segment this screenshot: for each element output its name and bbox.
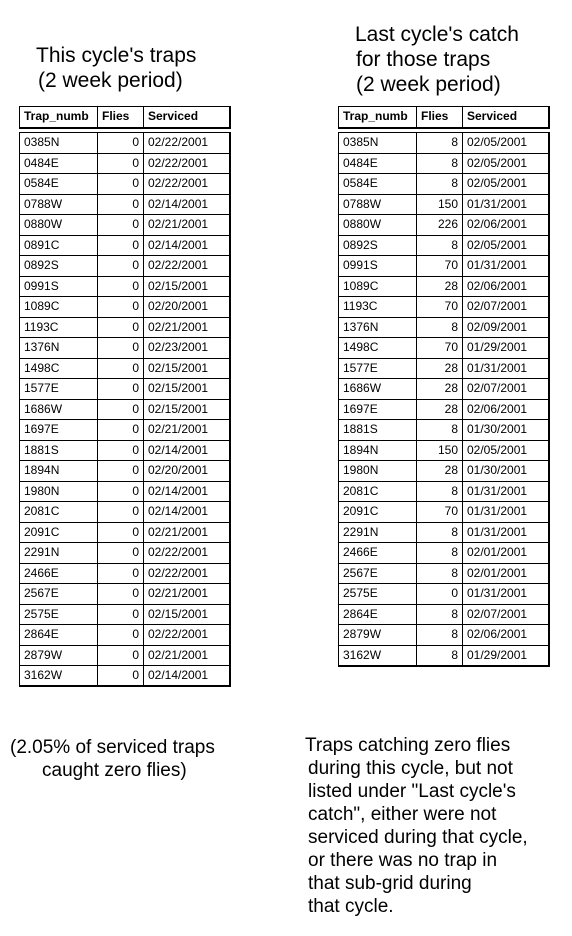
trap-number-cell: 1498C [20, 358, 98, 379]
left-table-header [19, 106, 231, 129]
table-row [20, 543, 230, 564]
table-row [339, 645, 549, 666]
flies-count-cell: 8 [417, 481, 463, 502]
trap-number-cell: 1697E [20, 420, 98, 441]
table-row [339, 133, 549, 154]
table-row [20, 235, 230, 256]
serviced-date-cell: 02/06/2001 [463, 276, 549, 297]
trap-number-cell: 2091C [339, 502, 417, 523]
serviced-date-cell: 01/31/2001 [463, 194, 549, 215]
serviced-date-cell: 02/05/2001 [463, 174, 549, 195]
serviced-date-cell: 02/15/2001 [144, 399, 230, 420]
table-row [339, 420, 549, 441]
trap-number-cell: 1376N [20, 338, 98, 359]
table-row [20, 215, 230, 236]
trap-number-cell: 0891C [20, 235, 98, 256]
flies-count-cell: 0 [98, 522, 144, 543]
serviced-date-cell: 02/01/2001 [463, 563, 549, 584]
table-row [20, 420, 230, 441]
flies-count-cell: 0 [98, 317, 144, 338]
trap-number-cell: 1376N [339, 317, 417, 338]
serviced-date-cell: 01/30/2001 [463, 420, 549, 441]
note-line: caught zero flies) [42, 760, 187, 781]
right-heading-line: (2 week period) [356, 73, 501, 96]
flies-count-cell: 28 [417, 276, 463, 297]
flies-count-cell: 0 [98, 543, 144, 564]
flies-count-cell: 0 [98, 338, 144, 359]
trap-number-cell: 2466E [20, 563, 98, 584]
flies-count-cell: 0 [98, 645, 144, 666]
column-header-flies: Flies [417, 107, 463, 128]
flies-count-cell: 0 [98, 625, 144, 646]
trap-number-cell: 2879W [339, 625, 417, 646]
table-row [20, 358, 230, 379]
trap-number-cell: 0991S [339, 256, 417, 277]
trap-number-cell: 0584E [20, 174, 98, 195]
table-row [20, 297, 230, 318]
table-row [20, 256, 230, 277]
serviced-date-cell: 02/14/2001 [144, 666, 230, 687]
flies-count-cell: 0 [98, 604, 144, 625]
flies-count-cell: 0 [98, 174, 144, 195]
note-line: (2.05% of serviced traps [10, 737, 215, 758]
table-row [20, 440, 230, 461]
table-row [339, 543, 549, 564]
table-row [339, 563, 549, 584]
serviced-date-cell: 02/14/2001 [144, 481, 230, 502]
flies-count-cell: 8 [417, 563, 463, 584]
table-row [20, 153, 230, 174]
flies-count-cell: 0 [98, 194, 144, 215]
table-row [20, 194, 230, 215]
table-row [339, 215, 549, 236]
flies-count-cell: 0 [98, 215, 144, 236]
table-row [339, 379, 549, 400]
serviced-date-cell: 01/31/2001 [463, 256, 549, 277]
serviced-date-cell: 02/05/2001 [463, 235, 549, 256]
table-row [339, 604, 549, 625]
trap-number-cell: 2291N [20, 543, 98, 564]
trap-number-cell: 0484E [339, 153, 417, 174]
serviced-date-cell: 02/05/2001 [463, 153, 549, 174]
trap-number-cell: 1881S [339, 420, 417, 441]
note-line: during this cycle, but not [308, 758, 513, 779]
right-heading-line: for those traps [356, 48, 491, 71]
trap-number-cell: 0892S [339, 235, 417, 256]
serviced-date-cell: 01/29/2001 [463, 645, 549, 666]
trap-number-cell: 1193C [20, 317, 98, 338]
flies-count-cell: 150 [417, 194, 463, 215]
serviced-date-cell: 02/07/2001 [463, 604, 549, 625]
note-line: that cycle. [308, 896, 394, 917]
table-row [339, 625, 549, 646]
unlisted-traps-note [305, 734, 528, 918]
table-row [339, 502, 549, 523]
serviced-date-cell: 02/06/2001 [463, 399, 549, 420]
flies-count-cell: 0 [98, 502, 144, 523]
table-row [339, 276, 549, 297]
serviced-date-cell: 02/22/2001 [144, 625, 230, 646]
flies-count-cell: 28 [417, 358, 463, 379]
serviced-date-cell: 02/09/2001 [463, 317, 549, 338]
table-row [339, 235, 549, 256]
flies-count-cell: 226 [417, 215, 463, 236]
table-row [20, 563, 230, 584]
left-table-heading [36, 43, 196, 93]
table-row [20, 338, 230, 359]
trap-number-cell: 1980N [20, 481, 98, 502]
table-row [20, 522, 230, 543]
serviced-date-cell: 02/22/2001 [144, 174, 230, 195]
flies-count-cell: 28 [417, 399, 463, 420]
table-row [339, 522, 549, 543]
serviced-date-cell: 02/22/2001 [144, 133, 230, 154]
flies-count-cell: 0 [98, 297, 144, 318]
table-row [20, 133, 230, 154]
serviced-date-cell: 01/31/2001 [463, 522, 549, 543]
left-heading-line: (2 week period) [38, 69, 183, 92]
flies-count-cell: 0 [98, 276, 144, 297]
trap-number-cell: 0788W [339, 194, 417, 215]
serviced-date-cell: 02/05/2001 [463, 440, 549, 461]
trap-number-cell: 2291N [339, 522, 417, 543]
table-row [20, 379, 230, 400]
flies-count-cell: 0 [98, 563, 144, 584]
flies-count-cell: 70 [417, 338, 463, 359]
trap-number-cell: 0385N [343, 135, 379, 150]
table-row [20, 481, 230, 502]
flies-count-cell: 28 [417, 379, 463, 400]
left-trap-table [19, 132, 231, 687]
flies-count-cell: 0 [98, 153, 144, 174]
serviced-date-cell: 02/20/2001 [144, 461, 230, 482]
serviced-date-cell: 02/22/2001 [144, 563, 230, 584]
trap-number-cell: 1980N [339, 461, 417, 482]
flies-count-cell: 8 [417, 153, 463, 174]
serviced-date-cell: 02/14/2001 [144, 440, 230, 461]
note-line: that sub-grid during [308, 873, 472, 894]
trap-number-cell: 2081C [339, 481, 417, 502]
flies-count-cell: 0 [98, 420, 144, 441]
flies-count-cell: 8 [417, 625, 463, 646]
serviced-date-cell: 02/05/2001 [463, 133, 549, 154]
trap-number-cell: 1894N [339, 440, 417, 461]
flies-count-cell: 0 [98, 666, 144, 687]
trap-number-cell: 2879W [20, 645, 98, 666]
trap-number-cell: 2575E [339, 584, 417, 605]
flies-count-cell: 0 [98, 399, 144, 420]
trap-number-cell: 1089C [20, 297, 98, 318]
trap-number-cell: 2091C [20, 522, 98, 543]
trap-number-cell: 2864E [339, 604, 417, 625]
flies-count-cell: 8 [417, 235, 463, 256]
trap-number-cell: 1686W [20, 399, 98, 420]
flies-count-cell: 8 [417, 174, 463, 195]
column-header-trap-number: Trap_numb [343, 109, 408, 124]
flies-count-cell: 70 [417, 297, 463, 318]
flies-count-cell: 8 [417, 522, 463, 543]
note-line: or there was no trap in [308, 850, 498, 871]
flies-count-cell: 28 [417, 461, 463, 482]
serviced-date-cell: 02/21/2001 [144, 317, 230, 338]
serviced-date-cell: 02/01/2001 [463, 543, 549, 564]
flies-count-cell: 70 [417, 502, 463, 523]
table-row [20, 502, 230, 523]
serviced-date-cell: 02/15/2001 [144, 276, 230, 297]
serviced-date-cell: 02/07/2001 [463, 379, 549, 400]
serviced-date-cell: 02/14/2001 [144, 502, 230, 523]
table-row [339, 399, 549, 420]
trap-number-cell: 1089C [339, 276, 417, 297]
note-line: catch", either were not [308, 804, 497, 825]
table-row [20, 666, 230, 687]
right-trap-table [338, 132, 550, 667]
flies-count-cell: 150 [417, 440, 463, 461]
table-row [339, 174, 549, 195]
flies-count-cell: 8 [417, 604, 463, 625]
serviced-date-cell: 01/31/2001 [463, 584, 549, 605]
flies-count-cell: 8 [417, 317, 463, 338]
serviced-date-cell: 02/21/2001 [144, 215, 230, 236]
table-row [339, 256, 549, 277]
table-row [20, 625, 230, 646]
trap-number-cell: 1894N [20, 461, 98, 482]
zero-catch-percentage-note [10, 736, 215, 782]
flies-count-cell: 0 [98, 440, 144, 461]
table-row [339, 481, 549, 502]
trap-number-cell: 2567E [20, 584, 98, 605]
flies-count-cell: 8 [417, 543, 463, 564]
trap-number-cell: 1193C [339, 297, 417, 318]
trap-number-cell: 2567E [339, 563, 417, 584]
serviced-date-cell: 02/21/2001 [144, 522, 230, 543]
serviced-date-cell: 01/29/2001 [463, 338, 549, 359]
serviced-date-cell: 02/22/2001 [144, 256, 230, 277]
trap-number-cell: 3162W [20, 666, 98, 687]
flies-count-cell: 0 [98, 584, 144, 605]
flies-count-cell: 0 [98, 256, 144, 277]
serviced-date-cell: 02/06/2001 [463, 215, 549, 236]
trap-number-cell: 2575E [20, 604, 98, 625]
trap-number-cell: 1577E [339, 358, 417, 379]
serviced-date-cell: 02/14/2001 [144, 235, 230, 256]
trap-number-cell: 1881S [20, 440, 98, 461]
flies-count-cell: 70 [417, 256, 463, 277]
trap-number-cell: 0484E [20, 153, 98, 174]
trap-number-cell: 3162W [339, 645, 417, 666]
serviced-date-cell: 02/21/2001 [144, 645, 230, 666]
right-heading-line: Last cycle's catch [355, 23, 519, 46]
flies-count-cell: 8 [417, 420, 463, 441]
flies-count-cell: 0 [98, 461, 144, 482]
right-table-header [338, 106, 550, 129]
serviced-date-cell: 02/20/2001 [144, 297, 230, 318]
note-line: Traps catching zero flies [305, 735, 511, 756]
serviced-date-cell: 02/21/2001 [144, 584, 230, 605]
serviced-date-cell: 02/06/2001 [463, 625, 549, 646]
trap-number-cell: 0991S [20, 276, 98, 297]
right-table-heading [355, 22, 519, 97]
serviced-date-cell: 02/22/2001 [144, 153, 230, 174]
serviced-date-cell: 02/15/2001 [144, 604, 230, 625]
flies-count-cell: 0 [98, 379, 144, 400]
column-header-flies: Flies [98, 107, 144, 128]
table-row [20, 584, 230, 605]
flies-count-cell: 0 [98, 358, 144, 379]
serviced-date-cell: 02/14/2001 [144, 194, 230, 215]
trap-number-cell: 0584E [339, 174, 417, 195]
table-row [339, 153, 549, 174]
table-row [20, 276, 230, 297]
serviced-date-cell: 02/21/2001 [144, 420, 230, 441]
flies-count-cell: 0 [98, 235, 144, 256]
flies-count-cell: 8 [417, 133, 463, 154]
flies-count-cell: 0 [417, 584, 463, 605]
trap-number-cell: 0880W [20, 215, 98, 236]
serviced-date-cell: 02/15/2001 [144, 358, 230, 379]
table-row [339, 584, 549, 605]
serviced-date-cell: 02/23/2001 [144, 338, 230, 359]
table-row [339, 317, 549, 338]
serviced-date-cell: 02/22/2001 [144, 543, 230, 564]
serviced-date-cell: 01/31/2001 [463, 481, 549, 502]
table-row [339, 297, 549, 318]
trap-number-cell: 2081C [20, 502, 98, 523]
trap-number-cell: 1686W [339, 379, 417, 400]
trap-number-cell: 1697E [339, 399, 417, 420]
note-line: serviced during that cycle, [308, 827, 528, 848]
column-header-serviced: Serviced [463, 107, 549, 128]
flies-count-cell: 0 [98, 133, 144, 154]
trap-number-cell: 0385N [24, 135, 60, 150]
trap-number-cell: 0880W [339, 215, 417, 236]
trap-number-cell: 1498C [339, 338, 417, 359]
table-row [20, 317, 230, 338]
column-header-serviced: Serviced [144, 107, 230, 128]
table-row [339, 440, 549, 461]
table-row [20, 604, 230, 625]
serviced-date-cell: 02/15/2001 [144, 379, 230, 400]
serviced-date-cell: 01/31/2001 [463, 358, 549, 379]
serviced-date-cell: 02/07/2001 [463, 297, 549, 318]
table-row [20, 174, 230, 195]
table-row [339, 461, 549, 482]
flies-count-cell: 0 [98, 481, 144, 502]
serviced-date-cell: 01/31/2001 [463, 502, 549, 523]
table-row [339, 358, 549, 379]
table-row [20, 461, 230, 482]
table-row [20, 399, 230, 420]
trap-number-cell: 0788W [20, 194, 98, 215]
flies-count-cell: 8 [417, 645, 463, 666]
left-heading-line: This cycle's traps [36, 44, 197, 67]
table-row [339, 338, 549, 359]
table-row [20, 645, 230, 666]
trap-number-cell: 2864E [20, 625, 98, 646]
serviced-date-cell: 01/30/2001 [463, 461, 549, 482]
trap-number-cell: 1577E [20, 379, 98, 400]
trap-number-cell: 2466E [339, 543, 417, 564]
table-row [339, 194, 549, 215]
column-header-trap-number: Trap_numb [24, 109, 89, 124]
note-line: listed under "Last cycle's [308, 781, 516, 802]
trap-number-cell: 0892S [20, 256, 98, 277]
